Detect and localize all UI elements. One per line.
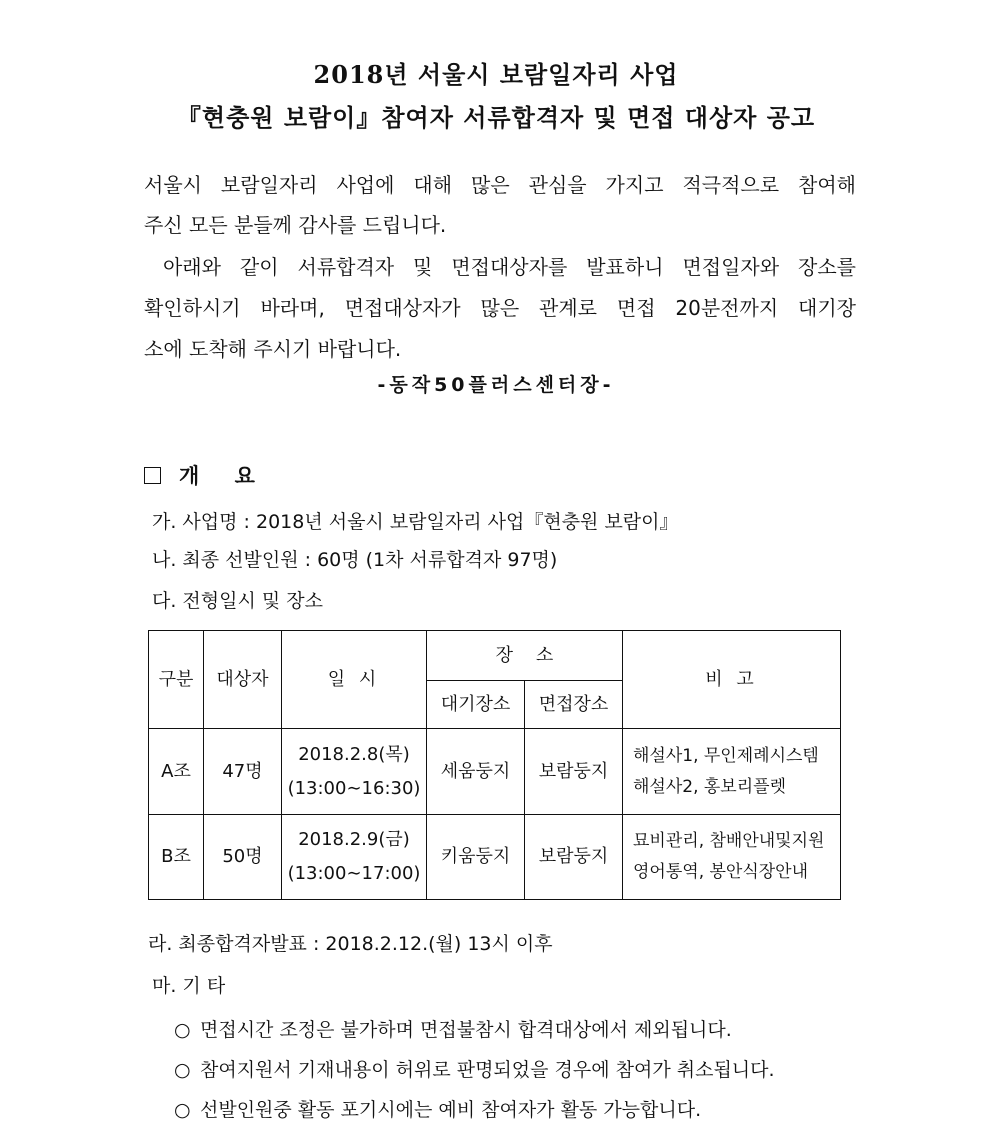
intro-line-3: 아래와 같이 서류합격자 및 면접대상자를 발표하니 면접일자와 장소를 [144, 255, 856, 279]
cell-date: 2018.2.9(금) [298, 829, 410, 850]
circle-bullet-icon: ○ [174, 1059, 191, 1081]
cell-waiting-place: 세움둥지 [427, 729, 525, 815]
checkbox-icon [144, 467, 161, 484]
intro-line-2: 주신 모든 분들께 감사를 드립니다. [144, 213, 447, 237]
intro-line-5: 소에 도착해 주시기 바랍니다. [144, 337, 402, 361]
cell-time: (13:00∼17:00) [287, 863, 421, 884]
table-row [149, 729, 841, 815]
header-note: 비 고 [623, 631, 841, 729]
cell-waiting-place: 키움둥지 [427, 815, 525, 900]
cell-note-line-2: 영어통역, 봉안식장안내 [633, 862, 809, 882]
header-datetime: 일 시 [282, 631, 427, 729]
misc-bullet-3 [174, 1095, 701, 1122]
item-final-announcement: 라. 최종합격자발표 : 2018.2.12.(월) 13시 이후 [148, 933, 553, 955]
intro-line-1: 서울시 보람일자리 사업에 대해 많은 관심을 가지고 적극적으로 참여해 [144, 173, 856, 197]
header-interview-place: 면접장소 [525, 681, 623, 729]
item-misc: 마. 기 타 [152, 975, 226, 997]
cell-target: 50명 [204, 815, 282, 900]
title-line-1: 2018년 서울시 보람일자리 사업 [313, 60, 679, 89]
header-group: 구분 [149, 631, 204, 729]
signature: -동작50플러스센터장- [377, 374, 615, 396]
cell-group: B조 [149, 815, 204, 900]
intro-line-4: 확인하시기 바라며, 면접대상자가 많은 관계로 면접 20분전까지 대기장 [144, 296, 856, 320]
cell-time: (13:00∼16:30) [287, 777, 421, 799]
circle-bullet-icon: ○ [174, 1099, 191, 1121]
cell-interview-place: 보람둥지 [525, 729, 623, 815]
item-final-selection: 나. 최종 선발인원 : 60명 (1차 서류합격자 97명) [152, 549, 558, 571]
cell-note [623, 729, 841, 815]
circle-bullet-icon: ○ [174, 1019, 191, 1041]
misc-bullet-2-text: 참여지원서 기재내용이 허위로 판명되었을 경우에 참여가 취소됩니다. [200, 1059, 775, 1081]
header-waiting-place: 대기장소 [427, 681, 525, 729]
cell-note [623, 815, 841, 900]
misc-bullet-1-text: 면접시간 조정은 불가하며 면접불참시 합격대상에서 제외됩니다. [200, 1019, 732, 1041]
cell-note-line-1: 해설사1, 무인제례시스템 [633, 745, 819, 766]
item-project-name: 가. 사업명 : 2018년 서울시 보람일자리 사업『현충원 보람이』 [152, 511, 679, 533]
cell-group: A조 [149, 729, 204, 815]
cell-datetime [282, 729, 427, 815]
overview-heading [144, 460, 269, 490]
table-row [149, 815, 841, 900]
item-schedule-place: 다. 전형일시 및 장소 [152, 590, 323, 612]
header-target: 대상자 [204, 631, 282, 729]
cell-date: 2018.2.8(목) [298, 743, 410, 765]
title-line-2: 『현충원 보람이』참여자 서류합격자 및 면접 대상자 공고 [176, 103, 816, 132]
cell-note-line-1: 묘비관리, 참배안내및지원 [633, 831, 825, 851]
cell-datetime [282, 815, 427, 900]
misc-bullet-1 [174, 1015, 732, 1042]
schedule-table [148, 630, 841, 900]
overview-heading-label: 개 요 [179, 464, 269, 488]
header-place: 장 소 [427, 631, 623, 681]
misc-bullet-2 [174, 1055, 775, 1082]
cell-interview-place: 보람둥지 [525, 815, 623, 900]
cell-note-line-2: 해설사2, 홍보리플렛 [633, 776, 786, 797]
misc-bullet-3-text: 선발인원중 활동 포기시에는 예비 참여자가 활동 가능합니다. [200, 1099, 702, 1121]
cell-target: 47명 [204, 729, 282, 815]
